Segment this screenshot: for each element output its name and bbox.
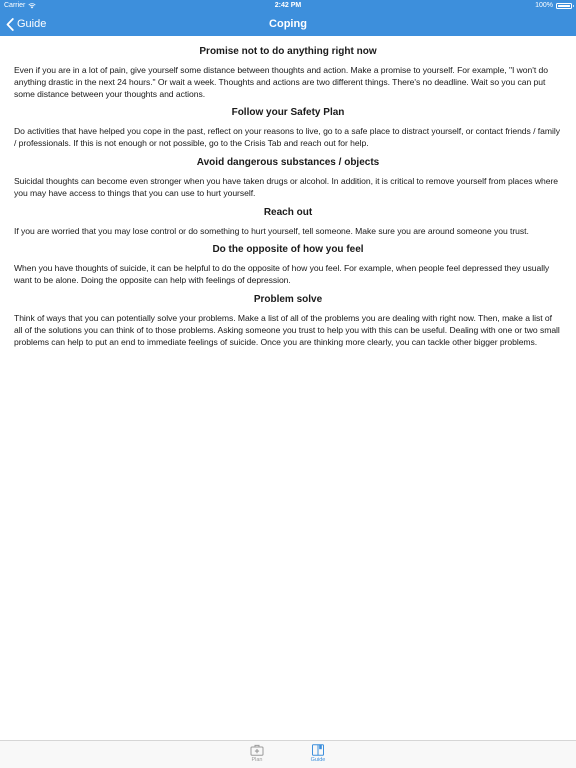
section-avoid-substances	[14, 157, 562, 200]
coping-content	[14, 40, 562, 355]
tab-plan[interactable]	[237, 744, 277, 768]
tab-guide[interactable]	[298, 744, 338, 768]
battery-icon	[556, 3, 572, 9]
section-body: Even if you are in a lot of pain, give yourself some distance between thoughts and action. Make a promise to yourself. For example, "I won't do anything drastic in the next 24 hours." Or wait a week. Thoughts and actions are two different things. There's no deadline. Wait so you can put some distance between your thoughts and actions.	[14, 65, 548, 99]
navigation-bar	[0, 12, 576, 36]
section-problem-solve	[14, 294, 562, 348]
first-aid-kit-icon	[250, 744, 264, 756]
section-body: When you have thoughts of suicide, it can be helpful to do the opposite of how you feel. For example, when people feel depressed they usually want to be alone. Doing the opposite can help with feelings of depression.	[14, 263, 550, 286]
book-icon	[311, 744, 325, 756]
section-body: Think of ways that you can potentially solve your problems. Make a list of all of the problems you are dealing with right now. Then, make a list of all of the solutions you can think of to those problems. Asking someone you trust to help you with this can be useful. Dealing with one or two small problems can help to put an end to immediate feelings of suicide. Once you are thinking more clearly, you can tackle other bigger problems.	[14, 312, 560, 347]
section-body: Do activities that have helped you cope in the past, reflect on your reasons to live, go to a safe place to distract yourself, or contact friends / family / professionals. If this is not enough or not possible, go to the Crisis Tab and reach out for help.	[14, 126, 560, 149]
section-safety-plan	[14, 107, 562, 150]
tab-label: Guide	[310, 757, 326, 763]
header	[0, 0, 576, 36]
tab-bar	[0, 740, 576, 768]
section-reach-out	[14, 207, 562, 238]
battery-percent: 100%	[535, 2, 553, 9]
section-heading: Reach out	[263, 206, 313, 218]
section-heading: Follow your Safety Plan	[231, 107, 345, 119]
section-heading: Avoid dangerous substances / objects	[196, 156, 380, 168]
section-heading: Promise not to do anything right now	[199, 46, 377, 57]
status-bar	[0, 0, 576, 12]
section-body: Suicidal thoughts can become even stronger when you have taken drugs or alcohol. In addition, it is critical to remove yourself from places where you may have access to things that you can use to hurt yourself.	[14, 175, 558, 198]
status-right	[535, 0, 572, 12]
carrier-label: Carrier	[4, 2, 26, 9]
status-time: 2:42 PM	[274, 2, 302, 9]
section-body: If you are worried that you may lose control or do something to hurt yourself, tell someone. Make sure you are around someone you trust.	[14, 225, 529, 236]
section-do-opposite	[14, 244, 562, 287]
page-title: Coping	[269, 18, 307, 30]
back-button-label: Guide	[17, 18, 47, 30]
section-heading: Do the opposite of how you feel	[212, 244, 364, 256]
section-heading: Problem solve	[253, 293, 323, 305]
section-promise	[14, 46, 562, 100]
tab-label: Plan	[251, 757, 263, 763]
